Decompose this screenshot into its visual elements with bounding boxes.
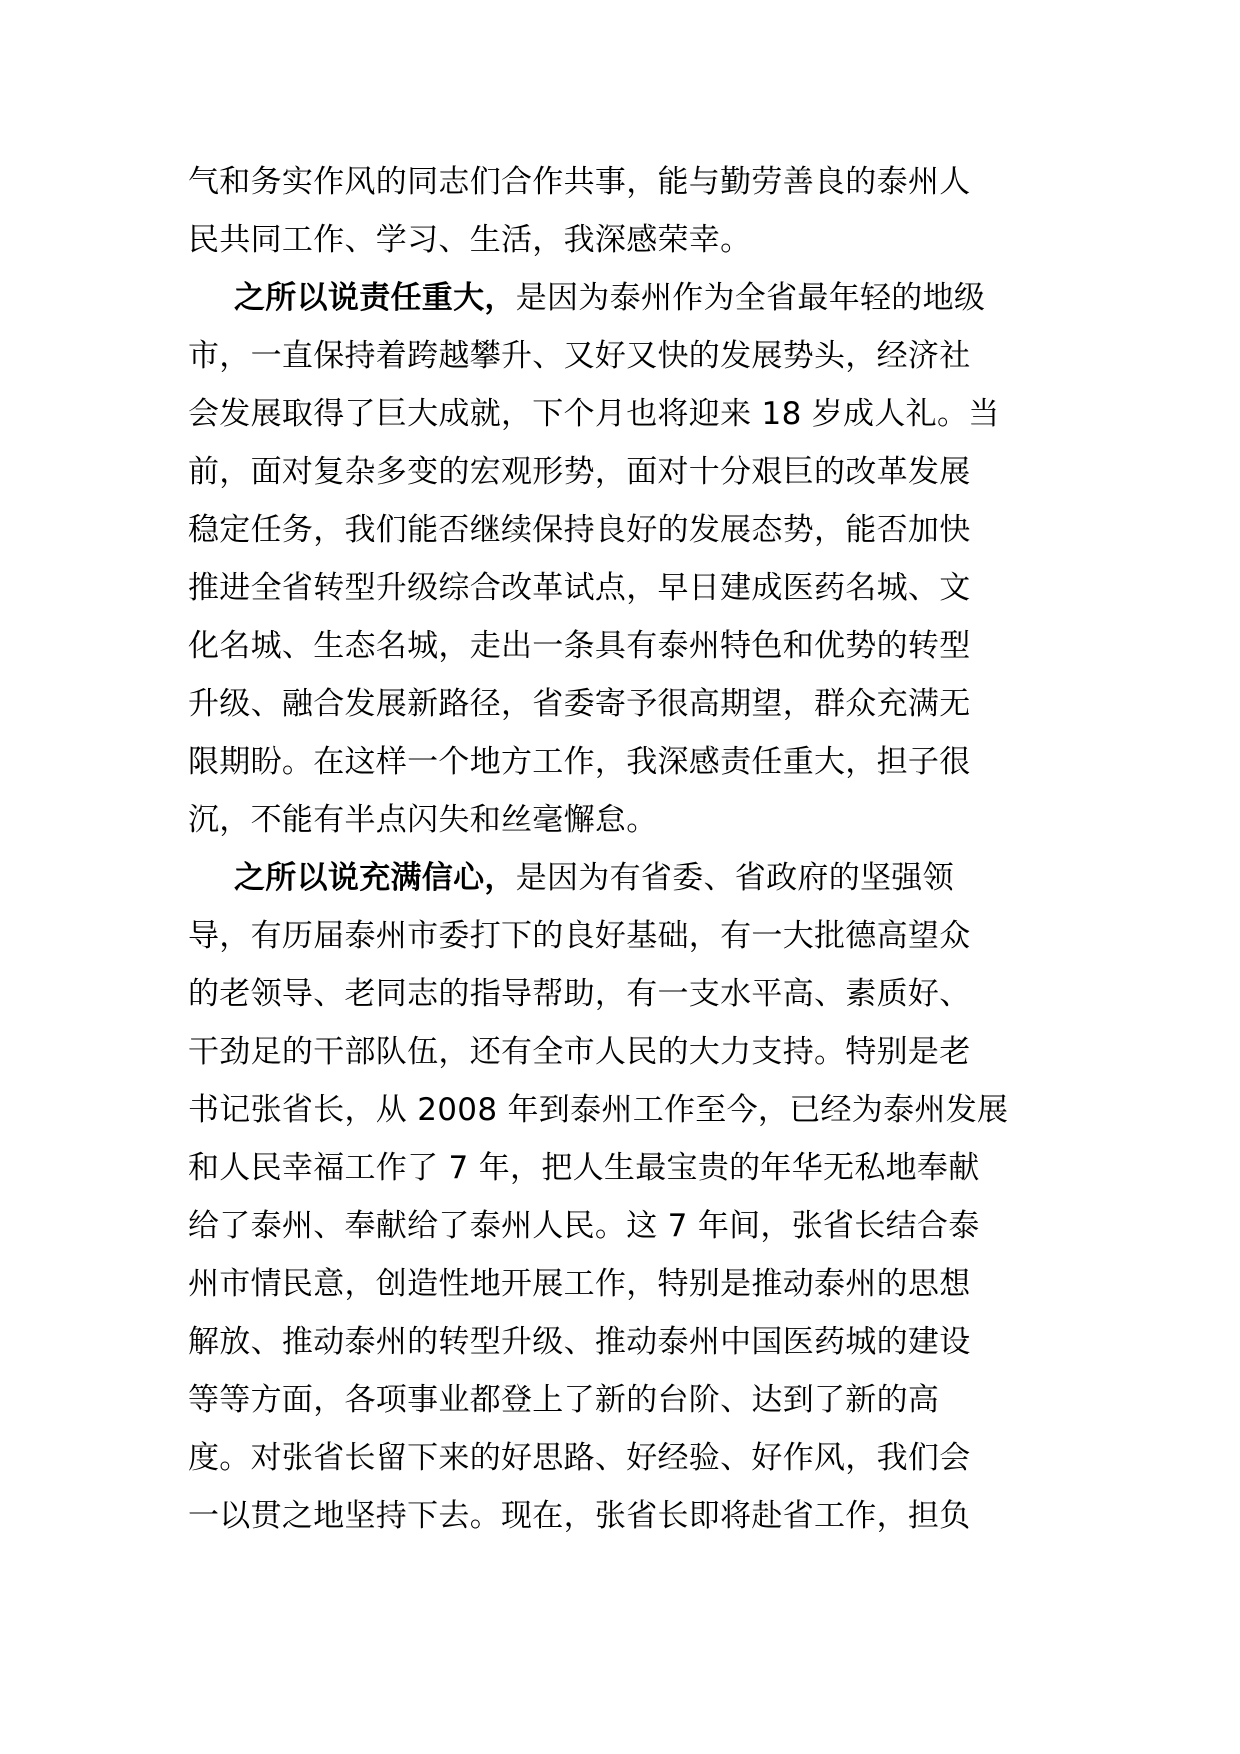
- text-line: [188, 974, 971, 1014]
- text-line: [188, 1206, 980, 1246]
- line-text: 是因为有省委、省政府的坚强领: [515, 860, 954, 896]
- text-line: [188, 452, 971, 492]
- line-text: 前，面对复杂多变的宏观形势，面对十分艰巨的改革发展: [188, 454, 971, 490]
- line-text: 等等方面，各项事业都登上了新的台阶、达到了新的高: [188, 1382, 940, 1418]
- line-text: 升级、融合发展新路径，省委寄予很高期望，群众充满无: [188, 686, 971, 722]
- text-line: [188, 800, 658, 840]
- text-line: [188, 510, 971, 550]
- line-text: 给了泰州、奉献给了泰州人民。这 7 年间，张省长结合泰: [188, 1208, 980, 1244]
- line-text: 化名城、生态名城，走出一条具有泰州特色和优势的转型: [188, 628, 971, 664]
- text-line: [188, 1148, 980, 1188]
- line-text: 的老领导、老同志的指导帮助，有一支水平高、素质好、: [188, 976, 971, 1012]
- text-line: [188, 1090, 1008, 1130]
- text-line: [188, 1322, 971, 1362]
- text-line: [188, 1032, 971, 1072]
- text-line: [188, 394, 1000, 434]
- line-text: 限期盼。在这样一个地方工作，我深感责任重大，担子很: [188, 744, 971, 780]
- paragraph-first-line: [234, 278, 985, 318]
- line-text: 推进全省转型升级综合改革试点，早日建成医药名城、文: [188, 570, 971, 606]
- text-line: [188, 568, 971, 608]
- line-text: 是因为泰州作为全省最年轻的地级: [515, 280, 986, 316]
- text-line: [188, 220, 751, 260]
- text-line: [188, 742, 971, 782]
- text-line: [188, 1380, 939, 1420]
- line-text: 和人民幸福工作了 7 年，把人生最宝贵的年华无私地奉献: [188, 1150, 980, 1186]
- line-text: 稳定任务，我们能否继续保持良好的发展态势，能否加快: [188, 512, 971, 548]
- line-text: 会发展取得了巨大成就，下个月也将迎来 18 岁成人礼。当: [188, 396, 1000, 432]
- text-line: [188, 336, 971, 376]
- text-line: [188, 626, 971, 666]
- paragraph-lead-bold: 之所以说充满信心，: [234, 860, 516, 896]
- text-line: [188, 1496, 971, 1536]
- line-text: 导，有历届泰州市委打下的良好基础，有一大批德高望众: [188, 918, 971, 954]
- line-text: 书记张省长，从 2008 年到泰州工作至今，已经为泰州发展: [188, 1092, 1009, 1128]
- line-text: 干劲足的干部队伍，还有全市人民的大力支持。特别是老: [188, 1034, 971, 1070]
- line-text: 解放、推动泰州的转型升级、推动泰州中国医药城的建设: [188, 1324, 971, 1360]
- line-text: 州市情民意，创造性地开展工作，特别是推动泰州的思想: [188, 1266, 971, 1302]
- text-line: [188, 916, 971, 956]
- line-text: 民共同工作、学习、生活，我深感荣幸。: [188, 222, 752, 258]
- text-line: [188, 1438, 971, 1478]
- text-line: [188, 684, 971, 724]
- line-text: 气和务实作风的同志们合作共事，能与勤劳善良的泰州人: [188, 164, 971, 200]
- line-text: 市，一直保持着跨越攀升、又好又快的发展势头，经济社: [188, 338, 971, 374]
- text-line: [188, 162, 971, 202]
- text-line: [188, 1264, 971, 1304]
- line-text: 一以贯之地坚持下去。现在，张省长即将赴省工作，担负: [188, 1498, 971, 1534]
- paragraph-first-line: [234, 858, 954, 898]
- paragraph-lead-bold: 之所以说责任重大，: [234, 280, 516, 316]
- line-text: 沉，不能有半点闪失和丝毫懈怠。: [188, 802, 658, 838]
- line-text: 度。对张省长留下来的好思路、好经验、好作风，我们会: [188, 1440, 971, 1476]
